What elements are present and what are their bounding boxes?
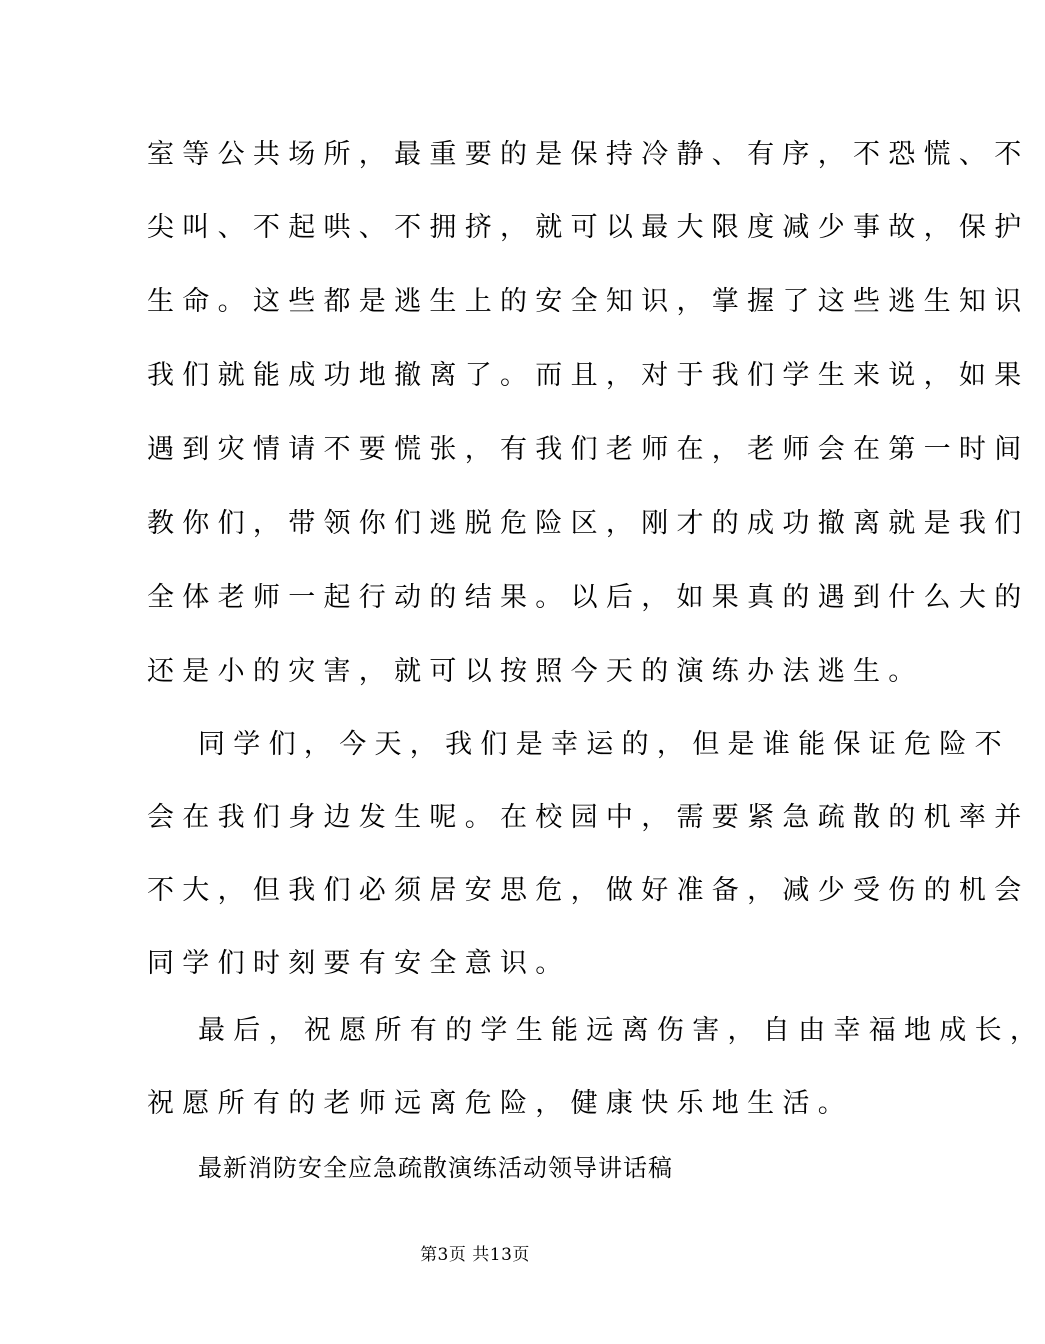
text-line-2: 尖叫、不起哄、不拥挤，就可以最大限度减少事故，保护 — [147, 212, 1030, 243]
text-line-14: 祝愿所有的老师远离危险，健康快乐地生活。 — [147, 1088, 853, 1119]
text-line-8: 还是小的灾害，就可以按照今天的演练办法逃生。 — [147, 656, 924, 687]
text-line-5: 遇到灾情请不要慌张，有我们老师在，老师会在第一时间 — [147, 434, 1030, 465]
page-number-footer: 第3页 共13页 — [420, 1245, 530, 1265]
paragraph-2-first-line: 同学们，今天，我们是幸运的，但是谁能保证危险不 — [198, 729, 1010, 760]
text-line-1: 室等公共场所，最重要的是保持冷静、有序，不恐慌、不 — [147, 139, 1030, 170]
text-line-11: 不大，但我们必须居安思危，做好准备，减少受伤的机会 — [147, 875, 1030, 906]
document-title: 最新消防安全应急疏散演练活动领导讲话稿 — [198, 1154, 673, 1182]
paragraph-3-first-line: 最后，祝愿所有的学生能远离伤害，自由幸福地成长， — [198, 1015, 1045, 1046]
text-line-7: 全体老师一起行动的结果。以后，如果真的遇到什么大的 — [147, 582, 1030, 613]
text-line-10: 会在我们身边发生呢。在校园中，需要紧急疏散的机率并 — [147, 802, 1030, 833]
text-line-4: 我们就能成功地撤离了。而且，对于我们学生来说，如果 — [147, 360, 1030, 391]
text-line-12: 同学们时刻要有安全意识。 — [147, 948, 571, 979]
text-line-3: 生命。这些都是逃生上的安全知识，掌握了这些逃生知识 — [147, 286, 1030, 317]
text-line-6: 教你们，带领你们逃脱危险区，刚才的成功撤离就是我们 — [147, 508, 1030, 539]
